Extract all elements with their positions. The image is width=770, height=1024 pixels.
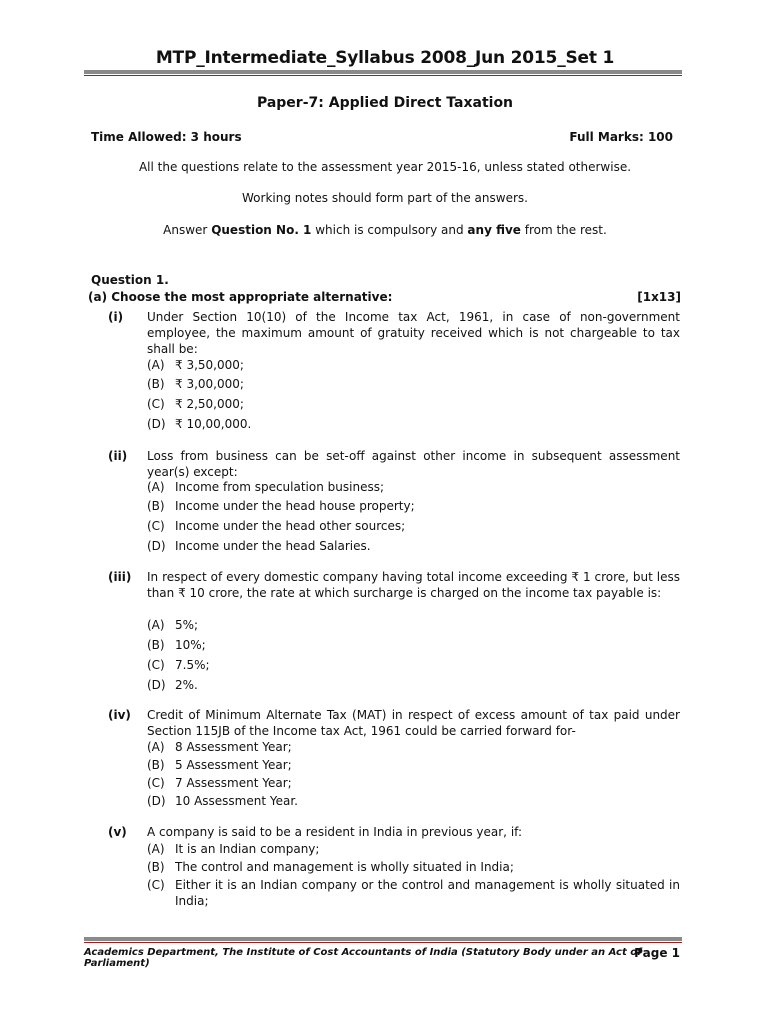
option	[147, 637, 680, 653]
option-label: (C)	[147, 776, 165, 790]
option	[147, 841, 680, 857]
item-number: (i)	[108, 310, 124, 324]
item-number: (v)	[108, 825, 127, 839]
item-question-text: Credit of Minimum Alternate Tax (MAT) in respect of excess amount of tax paid under Section 115JB of the Income tax Act, 1961 could be carried forward for-	[147, 708, 680, 738]
option	[147, 739, 680, 755]
option-text: 8 Assessment Year;	[175, 740, 292, 754]
header-rule-accent	[84, 75, 682, 76]
option	[147, 793, 680, 809]
option-text: Income under the head house property;	[175, 499, 415, 513]
option	[147, 677, 680, 693]
instr-question: Question No. 1	[211, 223, 312, 237]
footer	[84, 947, 682, 969]
item-number: (iv)	[108, 708, 131, 722]
item-question-text: Under Section 10(10) of the Income tax Act, 1961, in case of non-government employee, the maximum amount of gratuity received which is not chargeable to tax shall be:	[147, 310, 680, 356]
option-text: 5%;	[175, 618, 199, 632]
option-text: ₹ 3,50,000;	[175, 358, 244, 372]
option-text: ₹ 3,00,000;	[175, 377, 244, 391]
note-assessment-year: All the questions relate to the assessment year 2015-16, unless stated otherwise.	[138, 160, 632, 174]
option-text: The control and management is wholly situated in India;	[175, 860, 514, 874]
option-text: 7.5%;	[175, 658, 210, 672]
footer-rule	[84, 937, 682, 941]
instr-post: from the rest.	[520, 223, 607, 237]
option-label: (A)	[147, 740, 165, 754]
item-question-text: A company is said to be a resident in India in previous year, if:	[147, 825, 522, 839]
option	[147, 617, 680, 633]
option-label: (D)	[147, 417, 166, 431]
item-question-text: Loss from business can be set-off against other income in subsequent assessment year(s) except:	[147, 449, 680, 479]
option	[147, 376, 680, 392]
option	[147, 518, 680, 534]
option-label: (C)	[147, 397, 165, 411]
header-rule	[84, 70, 682, 74]
item-number: (iii)	[108, 570, 132, 584]
option-label: (C)	[147, 658, 165, 672]
option-label: (D)	[147, 794, 166, 808]
option-text: Income under the head Salaries.	[175, 539, 371, 553]
option	[147, 396, 680, 412]
option	[147, 416, 680, 432]
option	[147, 479, 680, 495]
instr-mid: which is compulsory and	[311, 223, 468, 237]
option	[147, 498, 680, 514]
paper-title: Paper-7: Applied Direct Taxation	[256, 95, 514, 111]
option-text: Either it is an Indian company or the control and management is wholly situated in India;	[175, 878, 680, 908]
option-label: (D)	[147, 678, 166, 692]
part-a-marks: [1x13]	[637, 290, 681, 304]
option-text: 2%.	[175, 678, 198, 692]
option	[147, 757, 680, 773]
option-label: (B)	[147, 860, 165, 874]
option	[147, 775, 680, 791]
option-label: (A)	[147, 480, 165, 494]
option-text: 7 Assessment Year;	[175, 776, 292, 790]
option	[147, 877, 680, 909]
option	[147, 859, 680, 875]
page-number: Page 1	[634, 946, 680, 960]
question-heading: Question 1.	[91, 273, 169, 287]
option	[147, 357, 680, 373]
option-text: It is an Indian company;	[175, 842, 320, 856]
option-label: (B)	[147, 638, 165, 652]
footer-text: Academics Department, The Institute of Cost Accountants of India (Statutory Body under an Act of Parliament)	[84, 947, 642, 969]
option-text: 5 Assessment Year;	[175, 758, 292, 772]
document-title: MTP_Intermediate_Syllabus 2008_Jun 2015_Set 1	[155, 48, 615, 68]
option-label: (C)	[147, 878, 165, 892]
option-label: (A)	[147, 358, 165, 372]
instr-pre: Answer	[163, 223, 212, 237]
option	[147, 538, 680, 554]
instr-any: any five	[467, 223, 521, 237]
answer-instruction	[0, 223, 770, 237]
option-label: (D)	[147, 539, 166, 553]
full-marks: Full Marks: 100	[569, 130, 673, 144]
footer-rule-accent	[84, 942, 682, 943]
option-label: (B)	[147, 758, 165, 772]
note-working-notes: Working notes should form part of the answers.	[242, 191, 528, 205]
option-text: Income from speculation business;	[175, 480, 384, 494]
option-text: ₹ 10,00,000.	[175, 417, 252, 431]
option-label: (A)	[147, 618, 165, 632]
option-text: ₹ 2,50,000;	[175, 397, 244, 411]
option-text: 10 Assessment Year.	[175, 794, 298, 808]
part-a-label: (a) Choose the most appropriate alternative:	[88, 290, 393, 304]
option-text: 10%;	[175, 638, 206, 652]
option-label: (B)	[147, 377, 165, 391]
item-number: (ii)	[108, 449, 128, 463]
item-question-text: In respect of every domestic company having total income exceeding ₹ 1 crore, but less than ₹ 10 crore, the rate at which surcharge is charged on the income tax payable is:	[147, 570, 680, 600]
time-allowed: Time Allowed: 3 hours	[91, 130, 242, 144]
option-label: (A)	[147, 842, 165, 856]
question-part-a	[88, 290, 681, 304]
option-label: (B)	[147, 499, 165, 513]
option-text: Income under the head other sources;	[175, 519, 406, 533]
option-label: (C)	[147, 519, 165, 533]
option	[147, 657, 680, 673]
